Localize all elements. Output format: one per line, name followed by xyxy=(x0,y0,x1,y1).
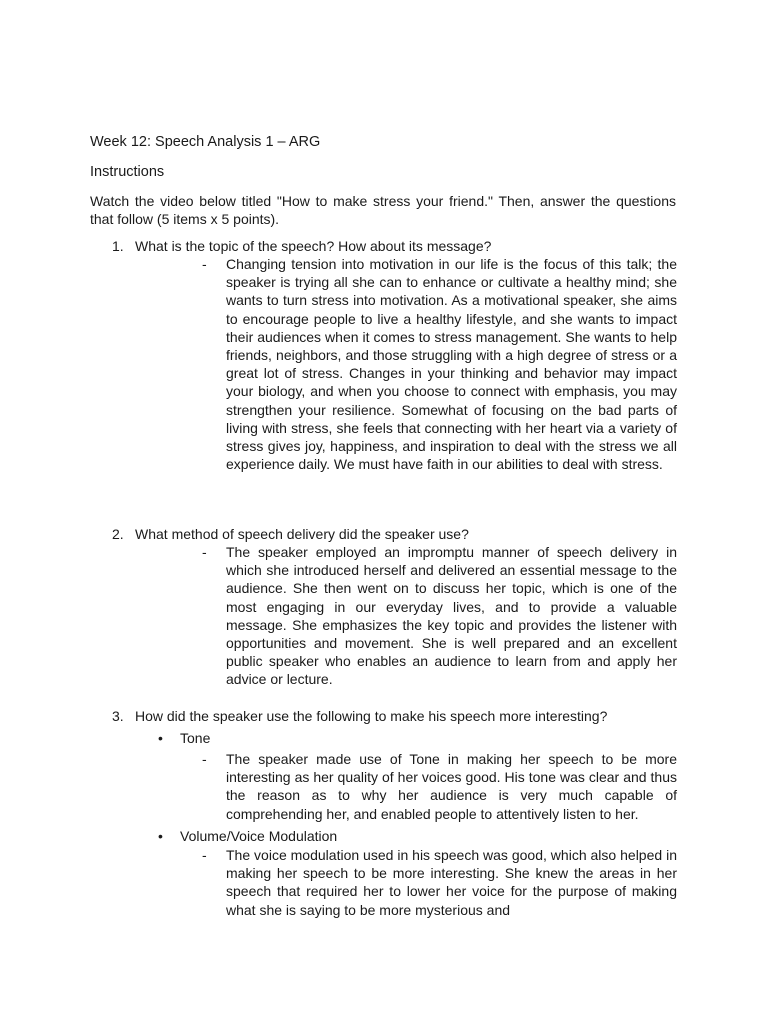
instructions-heading: Instructions xyxy=(90,164,165,180)
question-text: How did the speaker use the following to make his speech more interesting? xyxy=(135,708,608,724)
answer-dash: - xyxy=(202,751,207,767)
question-text: What method of speech delivery did the speaker use? xyxy=(135,526,469,542)
bullet-icon: • xyxy=(158,828,163,844)
question-number: 1. xyxy=(112,238,124,254)
bullet-icon: • xyxy=(158,730,163,746)
question-number: 3. xyxy=(112,708,124,724)
question-text: What is the topic of the speech? How about its message? xyxy=(135,238,492,254)
answer-tone: The speaker made use of Tone in making her speech to be more interesting as her quality of her voices good. His tone was clear and thus the reason as to why her audience is very much capable of comprehending her, and enabled people to attentively listen to her. xyxy=(226,751,677,822)
item-label-tone: Tone xyxy=(180,730,211,746)
answer-dash: - xyxy=(202,544,207,560)
item-label-volume: Volume/Voice Modulation xyxy=(180,828,338,844)
answer-2: The speaker employed an impromptu manner of speech delivery in which she introduced herself and delivered an essential message to the audience. She then went on to discuss her topic, which is one of the most engaging in our everyday lives, and to provide a valuable message. She emphasizes the key topic and provides the listener with opportunities and movement. She is well prepared and an excellent public speaker who enables an audience to learn from and apply her advice or lecture. xyxy=(226,544,677,688)
answer-1: Changing tension into motivation in our life is the focus of this talk; the speaker is trying all she can to enhance or cultivate a healthy mind; she wants to turn stress into motivation. As a motivational speaker, she aims to encourage people to live a healthy lifestyle, and she wants to impact their audiences when it comes to stress management. She wants to help friends, neighbors, and those struggling with a high degree of stress or a great lot of stress. Changes in your thinking and behavior may impact your biology, and when you choose to connect with emphasis, you may strengthen your resilience. Somewhat of focusing on the bad parts of living with stress, she feels that connecting with her heart via a variety of stress gives joy, happiness, and inspiration to deal with the stress we all experience daily. We must have faith in our abilities to deal with stress. xyxy=(226,256,677,473)
answer-volume: The voice modulation used in his speech was good, which also helped in making her speech to be more interesting. She knew the areas in her speech that required her to lower her voice for the purpose of making what she is saying to be more mysterious and xyxy=(226,847,677,918)
instructions-text: Watch the video below titled "How to make stress your friend." Then, answer the questions that follow (5 items x 5 points). xyxy=(90,193,676,227)
question-number: 2. xyxy=(112,526,124,542)
answer-dash: - xyxy=(202,847,207,863)
answer-dash: - xyxy=(202,256,207,272)
question-2 xyxy=(112,525,469,543)
document-title: Week 12: Speech Analysis 1 – ARG xyxy=(90,134,321,150)
question-1 xyxy=(112,237,491,255)
question-3 xyxy=(112,707,607,725)
